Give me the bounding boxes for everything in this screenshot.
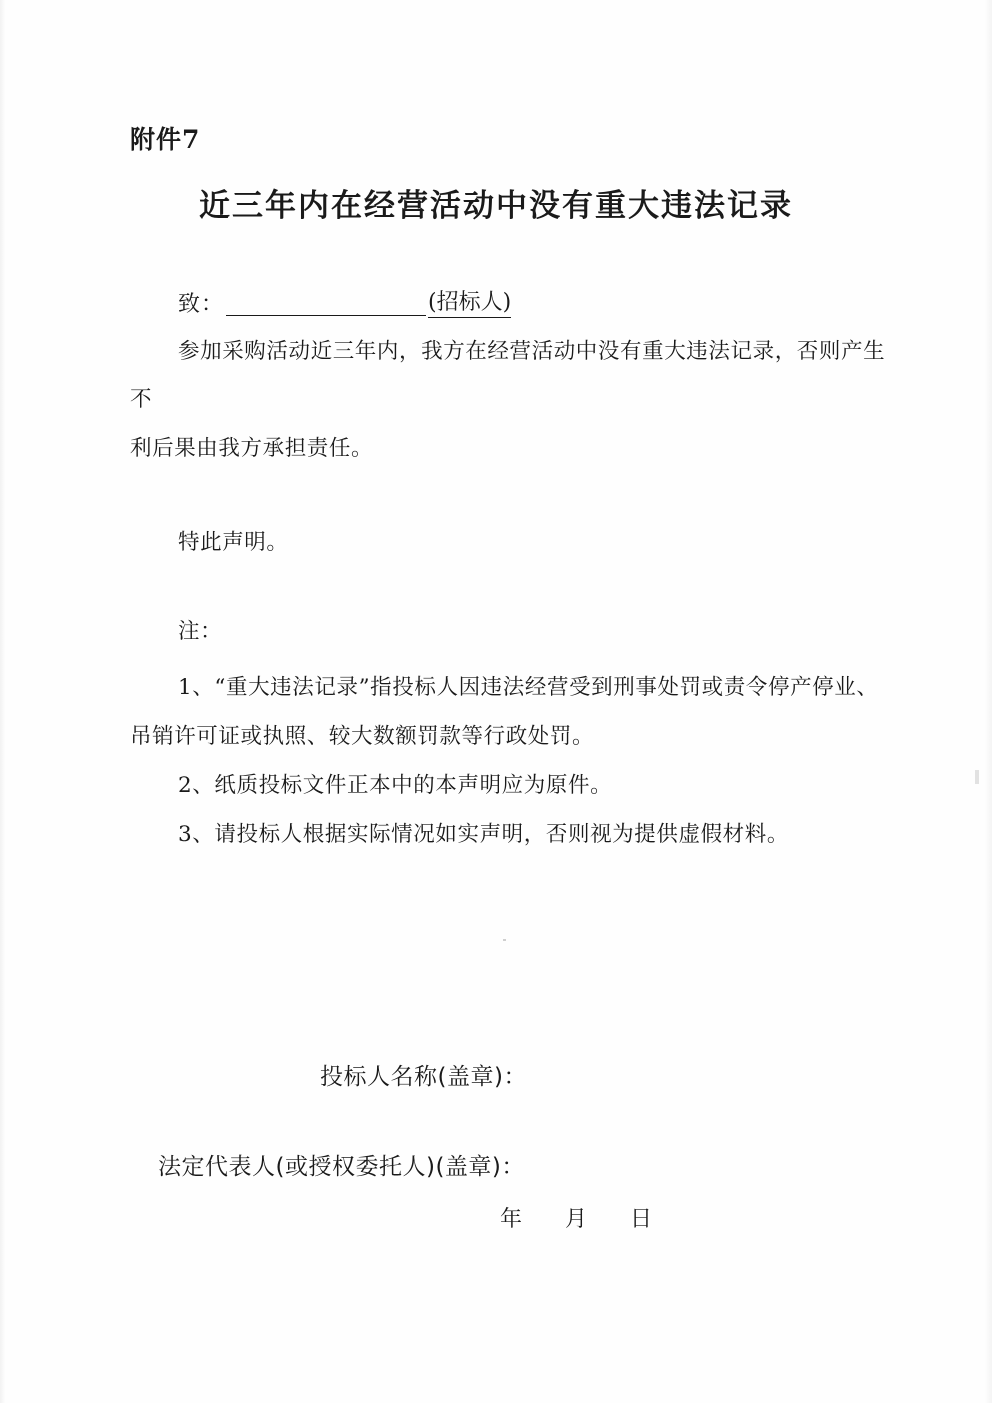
legal-representative-label: 法定代表人(或授权委托人)(盖章)： [158,1154,525,1180]
paragraph1-line2: 不 [130,387,153,412]
notes-heading: 注： [178,619,223,644]
note-2: 2、纸质投标文件正本中的本声明应为原件。 [178,773,613,798]
note-3: 3、请投标人根据实际情况如实声明，否则视为提供虚假材料。 [178,822,789,847]
recipient-blank-field[interactable] [226,293,426,316]
scan-speck [975,770,979,784]
scan-speck [503,939,506,941]
bidder-name-label: 投标人名称(盖章)： [320,1064,527,1090]
recipient-label: 致： [178,292,225,317]
date-line [500,1202,653,1233]
paragraph1-line3: 利后果由我方承担责任。 [130,436,374,461]
page-title: 近三年内在经营活动中没有重大违法记录 [199,188,793,224]
recipient-hint: (招标人) [428,285,511,318]
declaration-text: 特此声明。 [178,530,289,555]
recipient-line [178,285,511,318]
attachment-label: 附件7 [130,125,201,154]
date-day-label: 日 [630,1207,654,1232]
paragraph1-line1: 参加采购活动近三年内，我方在经营活动中没有重大违法记录，否则产生 [178,339,886,364]
date-year-label: 年 [500,1207,524,1232]
note-1-line1: 1、“重大违法记录”指投标人因违法经营受到刑事处罚或责令停产停业、 [178,675,879,700]
note-1-line2: 吊销许可证或执照、较大数额罚款等行政处罚。 [130,724,595,749]
date-month-label: 月 [565,1207,589,1232]
